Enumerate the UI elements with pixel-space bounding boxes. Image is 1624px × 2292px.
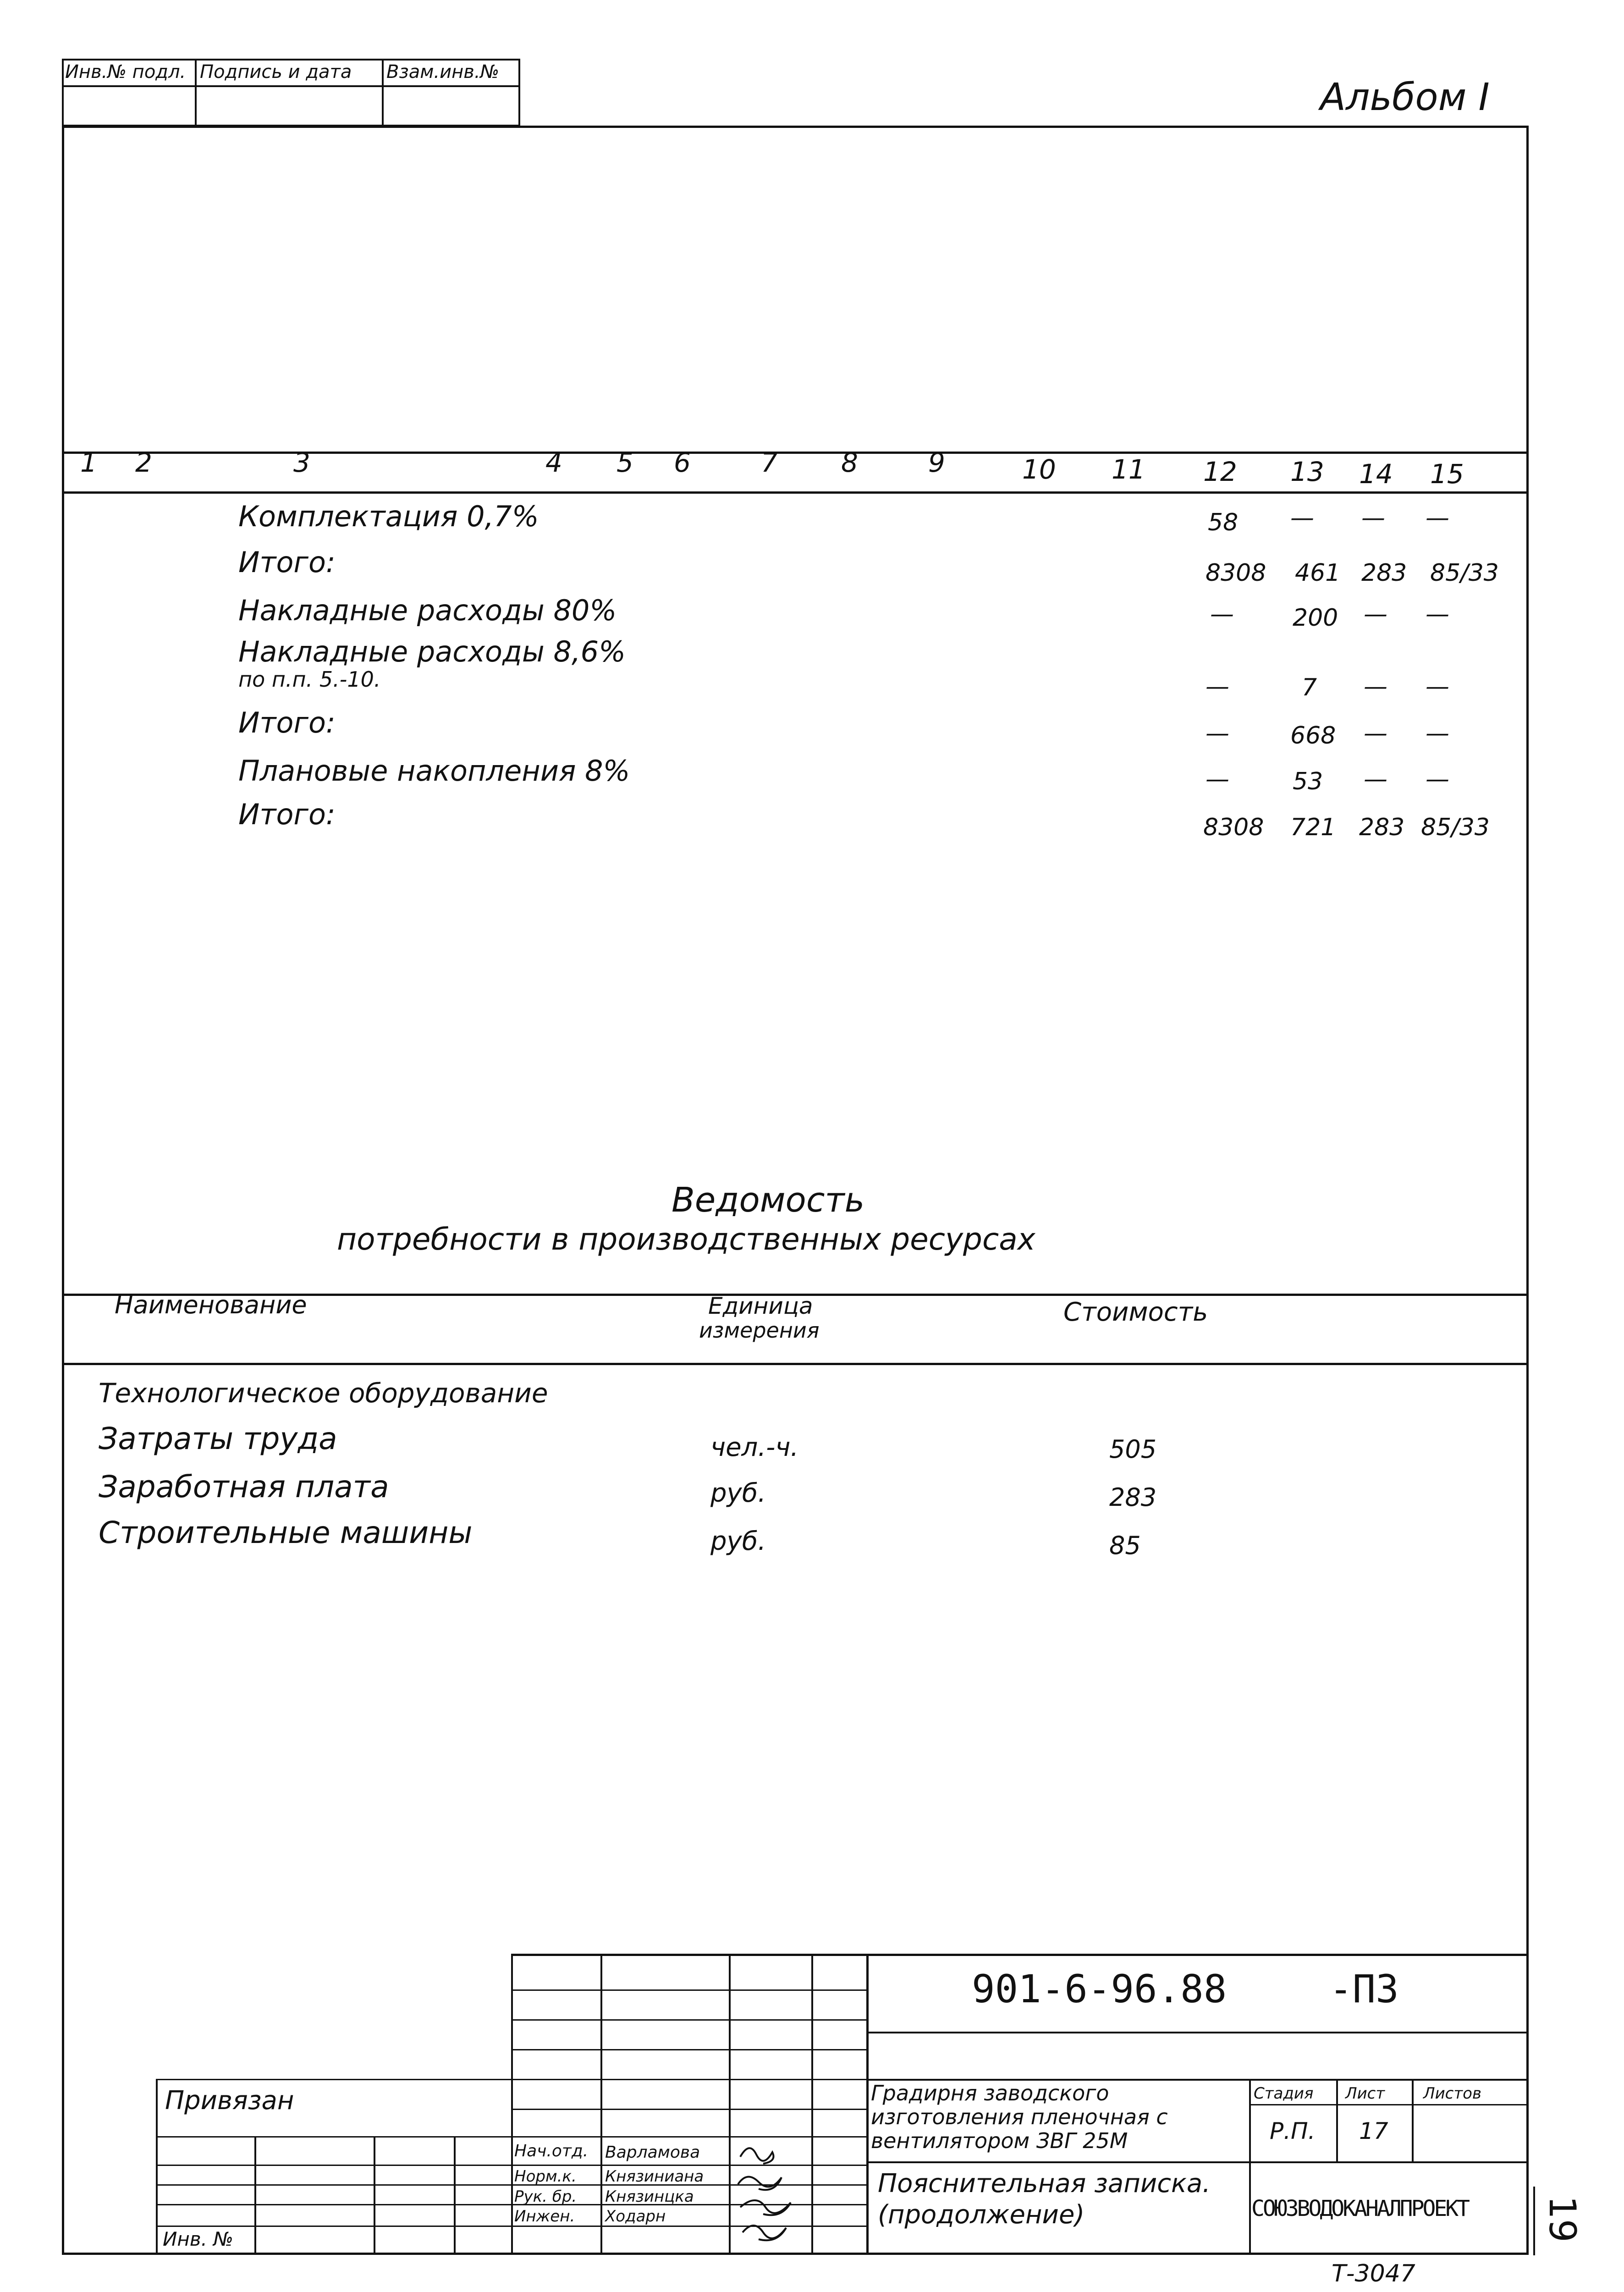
column-number-7: 7: [761, 447, 778, 478]
tb-privyazan-h: [156, 2184, 511, 2186]
signature-scribbles: [731, 2138, 811, 2251]
page-number-bracket: [1533, 2187, 1535, 2255]
table1-header-bottom: [62, 491, 1529, 494]
tb-role: Рук. бр.: [514, 2187, 577, 2206]
frame-left: [62, 126, 64, 2255]
resource-unit: руб.: [710, 1526, 766, 1556]
tb-stage: Р.П.: [1270, 2118, 1316, 2144]
row1-col14: 283: [1361, 559, 1407, 587]
row4-col13: 668: [1290, 722, 1336, 749]
row4-col15: —: [1426, 720, 1449, 747]
column-number-1: 1: [80, 447, 97, 478]
statement-header-bottom: [62, 1363, 1529, 1365]
row-label-itogo-1: Итого:: [238, 545, 336, 579]
tb-stage-label: Стадия: [1254, 2084, 1314, 2103]
row-label-itogo-3: Итого:: [238, 798, 336, 831]
tb-privyazan-h: [156, 2165, 511, 2166]
tb-privyazan-h: [156, 2136, 511, 2138]
tb-doc-suffix: -ПЗ: [1329, 1967, 1399, 2011]
tb-privyazan-label: Привязан: [165, 2086, 294, 2116]
tb-object-name: Градирня заводского изготовления пленочная с вентилятором ЗВГ 25М: [871, 2081, 1168, 2153]
row-label-nakladnye-86: Накладные расходы 8,6%: [238, 635, 626, 668]
tb-hline: [511, 2226, 866, 2227]
resource-name: Строительные машины: [99, 1515, 473, 1550]
row0-col13: —: [1290, 504, 1314, 532]
tb-right-v1: [1249, 2079, 1251, 2253]
row1-col13: 461: [1295, 559, 1341, 587]
tb-hline: [511, 1989, 866, 1991]
tb-sheet-title: Пояснительная записка. (продолжение): [878, 2169, 1211, 2230]
row2-col12: —: [1210, 601, 1234, 628]
row1-col15: 85/33: [1430, 559, 1499, 587]
row4-col12: —: [1206, 720, 1229, 747]
column-number-13: 13: [1290, 456, 1324, 487]
row-label-planovye: Плановые накопления 8%: [238, 754, 630, 788]
tb-top: [511, 1954, 1529, 1956]
row-label-itogo-2: Итого:: [238, 706, 336, 739]
tb-hline: [511, 2136, 866, 2138]
row5-col13: 53: [1293, 768, 1323, 795]
row2-col13: 200: [1293, 604, 1338, 632]
column-number-11: 11: [1112, 454, 1145, 485]
column-number-8: 8: [841, 447, 858, 478]
table1-header-top: [62, 452, 1529, 454]
column-number-15: 15: [1430, 458, 1464, 490]
row3-col13: 7: [1302, 674, 1317, 701]
tb-hline: [511, 2109, 866, 2110]
row2-col15: —: [1426, 601, 1449, 628]
tb-hline: [511, 2019, 866, 2021]
tb-doc-code: 901-6-96.88: [972, 1967, 1227, 2011]
column-number-10: 10: [1022, 454, 1056, 485]
corner-stamp-vline: [195, 59, 197, 127]
tb-privyazan-h: [156, 2204, 511, 2205]
column-number-14: 14: [1359, 458, 1393, 490]
tb-archive-no: Т-3047: [1332, 2260, 1415, 2287]
tb-right-v3: [1412, 2079, 1414, 2161]
corner-stamp-vline: [382, 59, 384, 127]
row-label-komplektaciya: Комплектация 0,7%: [238, 500, 539, 533]
tb-sheet: 17: [1359, 2118, 1388, 2144]
stamp-inv-podl: Инв.№ подл.: [65, 61, 186, 83]
tb-right-h1: [866, 2032, 1529, 2033]
tb-hline: [511, 2079, 866, 2080]
tb-role: Инжен.: [514, 2207, 575, 2226]
frame-top: [62, 126, 1529, 128]
column-number-12: 12: [1203, 456, 1237, 487]
tb-privyazan-top: [156, 2079, 511, 2080]
row-label-nakladnye-80: Накладные расходы 80%: [238, 594, 617, 627]
row6-col14: 283: [1359, 814, 1405, 841]
tb-right-v2: [1336, 2079, 1338, 2161]
frame-right: [1526, 126, 1529, 2255]
tb-name: Варламова: [605, 2143, 700, 2162]
tb-privyazan-v: [254, 2136, 256, 2253]
tb-right-h3: [866, 2161, 1529, 2163]
header-name: Наименование: [115, 1290, 307, 1319]
header-cost: Стоимость: [1063, 1297, 1208, 1327]
tb-sheet-label: Лист: [1345, 2084, 1385, 2103]
tb-name: Князиниана: [605, 2167, 704, 2186]
resource-cost: 505: [1109, 1435, 1157, 1464]
row1-col12: 8308: [1206, 559, 1266, 587]
row3-col14: —: [1364, 673, 1387, 700]
statement-subtitle: потребности в производственных ресурсах: [337, 1222, 1035, 1257]
row6-col13: 721: [1290, 814, 1336, 841]
header-unit-line2: измерения: [699, 1318, 820, 1343]
tb-vline: [729, 1954, 731, 2253]
row4-col14: —: [1364, 720, 1387, 747]
row5-col14: —: [1364, 766, 1387, 793]
resource-name: Технологическое оборудование: [99, 1377, 548, 1409]
tb-vline: [866, 1954, 869, 2253]
tb-organization: СОЮЗВОДОКАНАЛПРОЕКТ: [1251, 2196, 1469, 2221]
row5-col12: —: [1206, 766, 1229, 793]
resource-name: Заработная плата: [99, 1469, 389, 1504]
statement-title: Ведомость: [672, 1180, 865, 1220]
column-number-3: 3: [293, 447, 310, 478]
header-unit-line1: Единица: [708, 1293, 813, 1319]
tb-vline: [600, 1954, 602, 2253]
row0-col15: —: [1426, 504, 1449, 532]
row0-col12: 58: [1208, 509, 1239, 536]
column-number-2: 2: [135, 447, 152, 478]
tb-privyazan-v: [374, 2136, 375, 2253]
tb-sheets-label: Листов: [1423, 2084, 1482, 2103]
resource-cost: 85: [1109, 1531, 1141, 1560]
resource-unit: чел.-ч.: [710, 1432, 799, 1462]
row-sublabel-nakladnye-86: по п.п. 5.-10.: [238, 667, 381, 692]
row6-col12: 8308: [1203, 814, 1264, 841]
album-label: Альбом I: [1320, 76, 1490, 119]
resource-unit: руб.: [710, 1478, 766, 1508]
column-number-6: 6: [674, 447, 691, 478]
tb-vline: [811, 1954, 813, 2253]
tb-inv-no: Инв. №: [163, 2228, 234, 2250]
tb-name: Ходарн: [605, 2207, 666, 2226]
stamp-vzam-inv: Взам.инв.№: [386, 61, 500, 83]
row0-col14: —: [1361, 504, 1385, 532]
row2-col14: —: [1364, 601, 1387, 628]
stamp-podpis-data: Подпись и дата: [200, 61, 352, 83]
tb-privyazan-left: [156, 2079, 158, 2253]
corner-stamp-divider: [62, 85, 520, 87]
column-number-4: 4: [545, 447, 562, 478]
tb-vline: [511, 1954, 513, 2253]
resource-name: Затраты труда: [99, 1421, 337, 1456]
column-number-9: 9: [928, 447, 945, 478]
row5-col15: —: [1426, 766, 1449, 793]
tb-privyazan-h: [156, 2226, 511, 2227]
tb-role: Нач.отд.: [514, 2142, 589, 2160]
tb-name: Князинцка: [605, 2187, 694, 2206]
row3-col15: —: [1426, 673, 1449, 700]
tb-privyazan-v: [454, 2136, 456, 2253]
tb-right-h-stage: [1249, 2104, 1529, 2105]
row6-col15: 85/33: [1421, 814, 1490, 841]
resource-cost: 283: [1109, 1483, 1157, 1512]
tb-hline: [511, 2165, 866, 2166]
row3-col12: —: [1206, 673, 1229, 700]
page-number: 19: [1541, 2196, 1584, 2242]
tb-role: Норм.к.: [514, 2167, 577, 2186]
tb-hline: [511, 2049, 866, 2050]
column-number-5: 5: [617, 447, 633, 478]
frame-bottom: [62, 2253, 1529, 2255]
